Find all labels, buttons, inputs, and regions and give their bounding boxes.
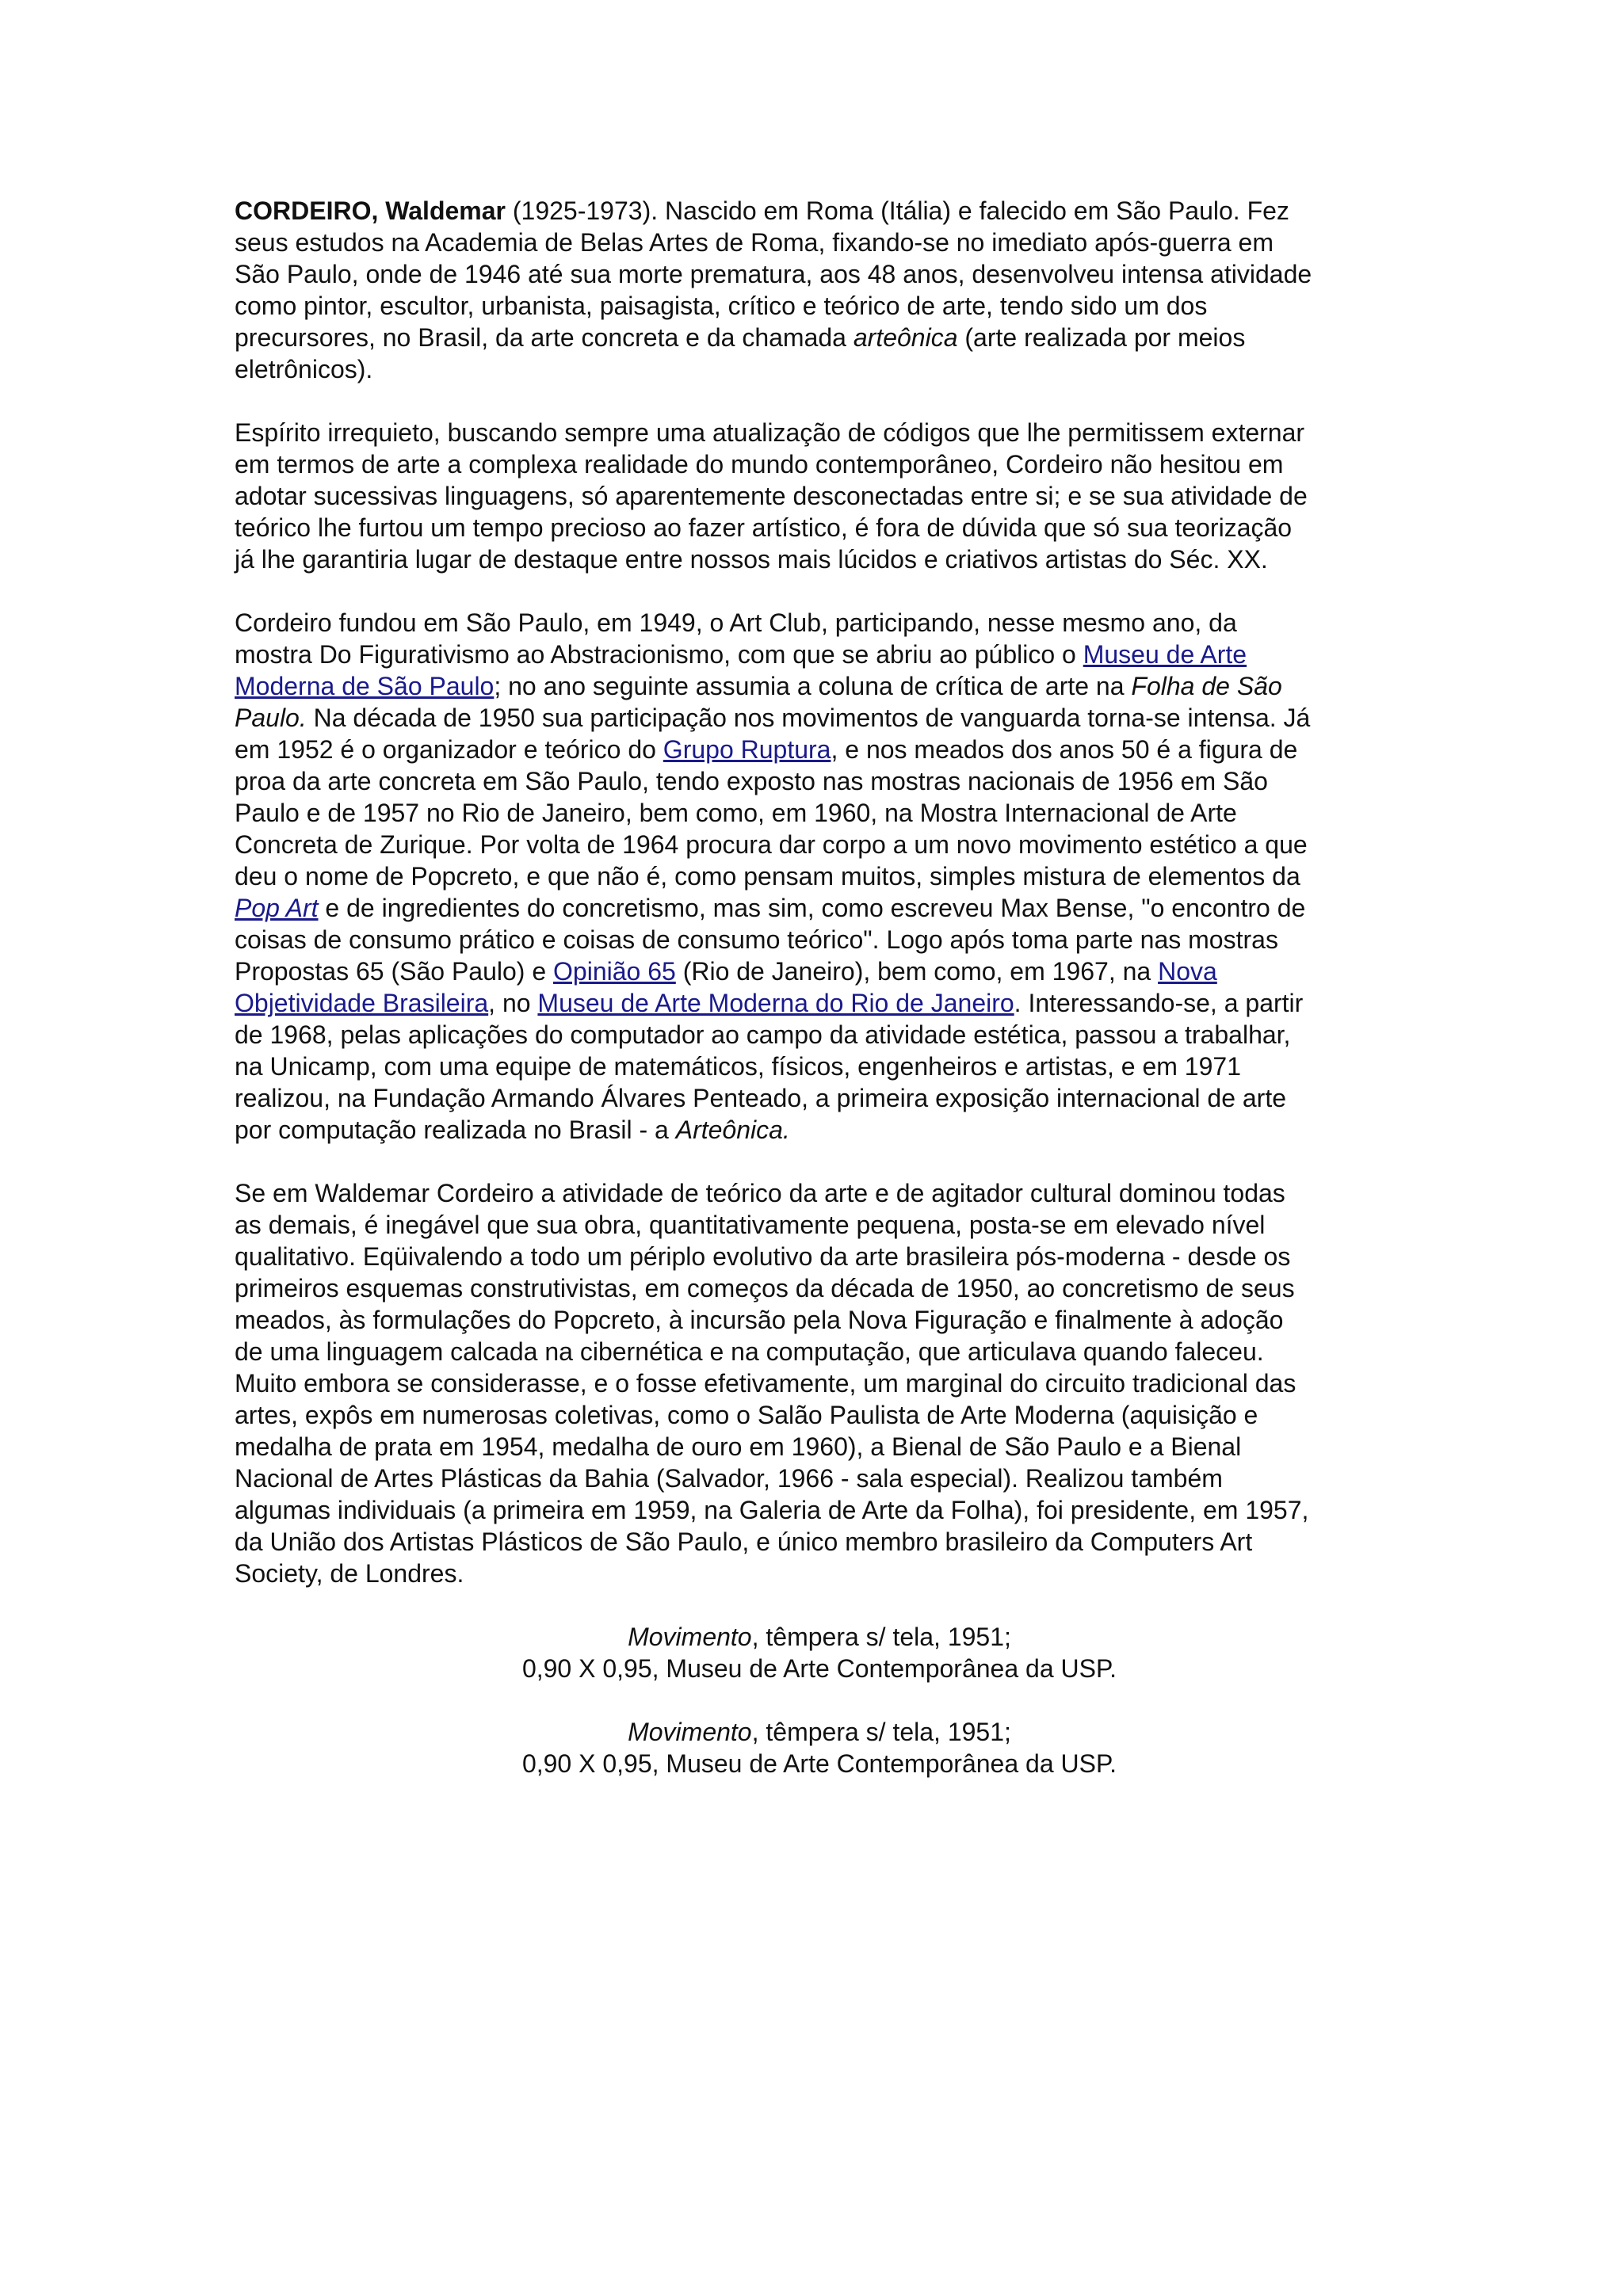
body-paragraph — [235, 195, 1404, 385]
text-run: em termos de arte a complexa realidade do mundo contemporâneo, Cordeiro não hesitou em — [235, 450, 1284, 479]
text-line — [235, 1336, 1404, 1367]
text-line — [235, 1367, 1404, 1399]
text-run: Muito embora se considerasse, e o fosse efetivamente, um marginal do circuito tradicional das — [235, 1369, 1296, 1398]
text-line — [235, 1653, 1404, 1684]
text-line — [235, 670, 1404, 702]
text-line — [235, 480, 1404, 512]
link-nova-objetividade-brasileira[interactable]: Nova — [1158, 957, 1217, 986]
italic-text: arteônica — [853, 323, 958, 352]
text-run: de 1968, pelas aplicações do computador ao campo da atividade estética, passou a trabalhar, — [235, 1020, 1291, 1049]
text-run: de uma linguagem calcada na cibernética e na computação, que articulava quando faleceu. — [235, 1337, 1264, 1366]
text-run: Cordeiro fundou em São Paulo, em 1949, o Art Club, participando, nesse mesmo ano, da — [235, 608, 1237, 637]
text-run: medalha de prata em 1954, medalha de ouro em 1960), a Bienal de São Paulo e a Bienal — [235, 1432, 1242, 1461]
text-run: coisas de consumo prático e coisas de consumo teórico". Logo após toma parte nas mostras — [235, 925, 1278, 954]
artwork-caption — [235, 1621, 1404, 1684]
link-nova-objetividade-brasileira[interactable]: Objetividade Brasileira — [235, 989, 489, 1017]
text-run: na Unicamp, com uma equipe de matemáticos, físicos, engenheiros e artistas, e em 1971 — [235, 1052, 1241, 1081]
artist-name: CORDEIRO, Waldemar — [235, 196, 506, 225]
text-run: da União dos Artistas Plásticos de São Paulo, e único membro brasileiro da Computers Art — [235, 1527, 1253, 1556]
text-line — [235, 1241, 1404, 1272]
italic-text: Paulo. — [235, 704, 307, 732]
text-run: , têmpera s/ tela, 1951; — [751, 1623, 1011, 1651]
text-run: (1925-1973). Nascido em Roma (Itália) e falecido em São Paulo. Fez — [505, 196, 1289, 225]
text-line — [235, 227, 1404, 258]
text-line — [235, 1494, 1404, 1526]
text-run: adotar sucessivas linguagens, só aparentemente desconectadas entre si; e se sua atividade de — [235, 482, 1308, 510]
text-line — [235, 1526, 1404, 1558]
italic-text: Folha de São — [1131, 672, 1282, 700]
text-line — [235, 987, 1404, 1019]
text-run: Propostas 65 (São Paulo) e — [235, 957, 554, 986]
text-line — [235, 1399, 1404, 1431]
text-run: seus estudos na Academia de Belas Artes de Roma, fixando-se no imediato após-guerra em — [235, 228, 1274, 257]
text-line — [235, 1621, 1404, 1653]
link-opiniao-65[interactable]: Opinião 65 — [553, 957, 676, 986]
body-paragraph — [235, 417, 1404, 575]
text-run: São Paulo, onde de 1946 até sua morte prematura, aos 48 anos, desenvolveu intensa atividade — [235, 260, 1312, 288]
link-museu-arte-moderna-rio[interactable]: Museu de Arte Moderna do Rio de Janeiro — [537, 989, 1014, 1017]
text-line — [235, 1177, 1404, 1209]
text-run: 0,90 X 0,95, Museu de Arte Contemporânea da USP. — [521, 1749, 1117, 1778]
link-museu-arte-moderna-sao-paulo[interactable]: Moderna de São Paulo — [235, 672, 495, 700]
text-line — [235, 1431, 1404, 1463]
text-line — [235, 924, 1404, 955]
text-line — [235, 1716, 1404, 1748]
text-run: . Interessando-se, a partir — [1014, 989, 1304, 1017]
text-line — [235, 1463, 1404, 1494]
text-line — [235, 543, 1404, 575]
text-run: Espírito irrequieto, buscando sempre uma atualização de códigos que lhe permitissem externar — [235, 418, 1305, 447]
text-line — [235, 290, 1404, 322]
text-run: Se em Waldemar Cordeiro a atividade de teórico da arte e de agitador cultural dominou todas — [235, 1179, 1285, 1207]
text-run: já lhe garantiria lugar de destaque entre nossos mais lúcidos e criativos artistas do Séc. XX. — [235, 545, 1268, 574]
text-line — [235, 607, 1404, 639]
text-run: e de ingredientes do concretismo, mas sim, como escreveu Max Bense, "o encontro de — [318, 894, 1306, 922]
text-run: , no — [488, 989, 538, 1017]
text-line — [235, 448, 1404, 480]
text-line — [235, 797, 1404, 829]
text-run: precursores, no Brasil, da arte concreta e da chamada — [235, 323, 854, 352]
italic-text: Movimento — [628, 1623, 752, 1651]
text-run: 0,90 X 0,95, Museu de Arte Contemporânea da USP. — [521, 1654, 1117, 1683]
text-run: , têmpera s/ tela, 1951; — [751, 1718, 1011, 1746]
text-line — [235, 1304, 1404, 1336]
text-line — [235, 1082, 1404, 1114]
text-run: ; no ano seguinte assumia a coluna de crítica de arte na — [494, 672, 1132, 700]
text-run: teórico lhe furtou um tempo precioso ao fazer artístico, é fora de dúvida que só sua teorização — [235, 513, 1293, 542]
text-line — [235, 734, 1404, 765]
text-run: Nacional de Artes Plásticas da Bahia (Salvador, 1966 - sala especial). Realizou também — [235, 1464, 1223, 1493]
document-page — [235, 195, 1404, 1811]
text-line — [235, 512, 1404, 543]
text-run: em 1952 é o organizador e teórico do — [235, 735, 663, 764]
link-pop-art[interactable]: Pop Art — [235, 894, 319, 922]
text-run: algumas individuais (a primeira em 1959, na Galeria de Arte da Folha), foi presidente, em 1957, — [235, 1496, 1309, 1524]
text-line — [235, 765, 1404, 797]
text-run: qualitativo. Eqüivalendo a todo um périplo evolutivo da arte brasileira pós-moderna - desde os — [235, 1242, 1291, 1271]
text-run: Concreta de Zurique. Por volta de 1964 procura dar corpo a um novo movimento estético a que — [235, 830, 1308, 859]
text-run: Society, de Londres. — [235, 1559, 464, 1588]
text-run: Na década de 1950 sua participação nos movimentos de vanguarda torna-se intensa. Já — [306, 704, 1311, 732]
text-run: Paulo e de 1957 no Rio de Janeiro, bem como, em 1960, na Mostra Internacional de Arte — [235, 799, 1237, 827]
text-line — [235, 322, 1404, 353]
text-run: como pintor, escultor, urbanista, paisagista, crítico e teórico de arte, tendo sido um dos — [235, 292, 1208, 320]
text-line — [235, 829, 1404, 860]
body-paragraph — [235, 607, 1404, 1146]
text-line — [235, 1272, 1404, 1304]
text-line — [235, 955, 1404, 987]
text-line — [235, 860, 1404, 892]
text-run: por computação realizada no Brasil - a — [235, 1116, 676, 1144]
text-line — [235, 1019, 1404, 1051]
link-museu-arte-moderna-sao-paulo[interactable]: Museu de Arte — [1083, 640, 1247, 669]
text-line — [235, 639, 1404, 670]
text-run: eletrônicos). — [235, 355, 373, 383]
italic-text: Movimento — [628, 1718, 752, 1746]
text-run: mostra Do Figurativismo ao Abstracionismo, com que se abriu ao público o — [235, 640, 1083, 669]
text-run: deu o nome de Popcreto, e que não é, como pensam muitos, simples mistura de elementos da — [235, 862, 1300, 891]
link-grupo-ruptura[interactable]: Grupo Ruptura — [663, 735, 831, 764]
text-line — [235, 195, 1404, 227]
text-line — [235, 258, 1404, 290]
text-run: realizou, na Fundação Armando Álvares Penteado, a primeira exposição internacional de arte — [235, 1084, 1287, 1112]
text-line — [235, 1209, 1404, 1241]
text-line — [235, 1114, 1404, 1146]
text-run: meados, às formulações do Popcreto, à incursão pela Nova Figuração e finalmente à adoção — [235, 1306, 1284, 1334]
text-run: , e nos meados dos anos 50 é a figura de — [831, 735, 1298, 764]
text-line — [235, 702, 1404, 734]
text-run: artes, expôs em numerosas coletivas, como o Salão Paulista de Arte Moderna (aquisição e — [235, 1401, 1258, 1429]
artwork-caption — [235, 1716, 1404, 1779]
text-run: as demais, é inegável que sua obra, quantitativamente pequena, posta-se em elevado nível — [235, 1211, 1266, 1239]
body-paragraph — [235, 1177, 1404, 1589]
text-line — [235, 417, 1404, 448]
text-run: (arte realizada por meios — [957, 323, 1246, 352]
text-run: (Rio de Janeiro), bem como, em 1967, na — [675, 957, 1159, 986]
text-run: primeiros esquemas construtivistas, em começos da década de 1950, ao concretismo de seus — [235, 1274, 1295, 1302]
text-line — [235, 353, 1404, 385]
text-line — [235, 892, 1404, 924]
text-run: proa da arte concreta em São Paulo, tendo exposto nas mostras nacionais de 1956 em São — [235, 767, 1268, 795]
text-line — [235, 1748, 1404, 1779]
italic-text: Arteônica. — [675, 1116, 790, 1144]
text-line — [235, 1051, 1404, 1082]
text-line — [235, 1558, 1404, 1589]
